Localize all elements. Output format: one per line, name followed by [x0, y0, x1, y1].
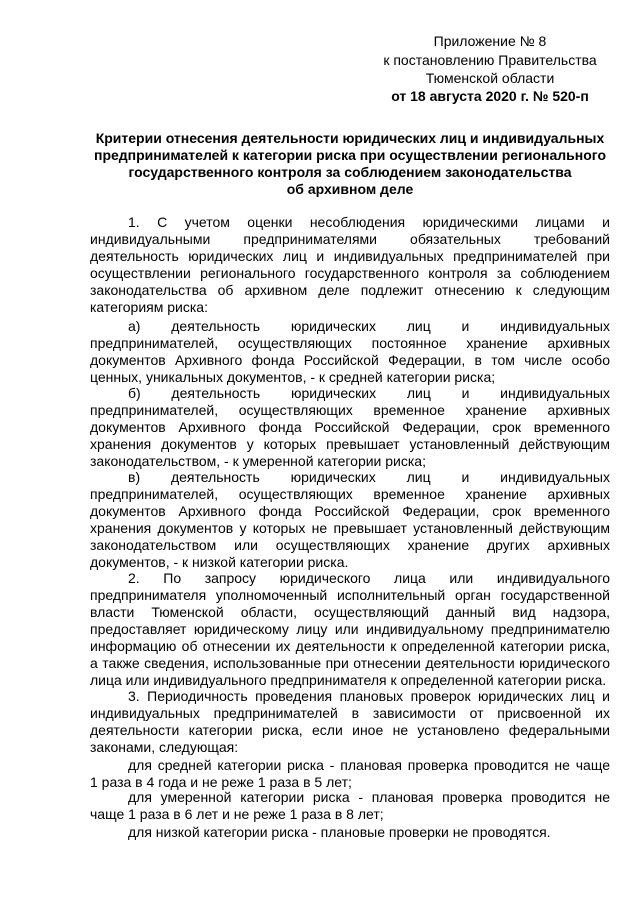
title-line: государственного контроля за соблюдением законодательства: [128, 164, 572, 180]
body-line: законодательством или осуществляющих хранение других архивных: [90, 537, 610, 553]
body-line: категориям риска:: [90, 299, 208, 315]
body-line: а также сведения, использованные при отнесении деятельности юридического: [90, 655, 610, 671]
body-line: 1 раза в 4 года и не реже 1 раза в 5 лет;: [90, 774, 352, 790]
header-line: к постановлению Правительства: [383, 52, 597, 68]
body-line: в) деятельность юридических лиц и индивидуальных: [128, 469, 610, 485]
body-line: предпринимателей, осуществляющих временное хранение архивных: [90, 486, 610, 502]
body-line: предпринимателей, осуществляющих временное хранение архивных: [90, 402, 610, 418]
body-line: законодательства об архивном деле подлежит отнесению к следующим: [90, 282, 610, 298]
body-line: деятельности категории риска, если иное не установлено федеральными: [90, 722, 610, 738]
body-line: б) деятельность юридических лиц и индивидуальных: [128, 385, 610, 401]
header-line: Тюменской области: [425, 70, 555, 86]
body-line: предпринимателей, осуществляющих постоянное хранение архивных: [90, 335, 610, 351]
body-line: предпринимателя уполномоченный исполнительный орган государственной: [90, 587, 610, 603]
body-line: индивидуальных предпринимателей в зависимости от присвоенной их: [90, 705, 610, 721]
body-line: хранения документов у которых превышает установленный действующим: [90, 436, 610, 452]
body-line: хранения документов у которых не превышает установленный действующим: [90, 520, 610, 536]
body-line: документов Архивного фонда Российской Федерации, в том числе особо: [90, 352, 610, 368]
body-line: документов Архивного фонда Российской Федерации, срок временного: [90, 419, 610, 435]
body-line: предоставляет юридическому лицу или индивидуальному предпринимателю: [90, 621, 610, 637]
body-line: информацию об отнесении их деятельности к определенной категории риска,: [90, 638, 610, 654]
body-line: индивидуальными предпринимателями обязательных требований: [90, 231, 610, 247]
body-line: законодательством, - к умеренной категории риска;: [90, 453, 426, 469]
body-line: для средней категории риска - плановая проверка проводится не чаще: [128, 757, 610, 773]
header-line: от 18 августа 2020 г. № 520-п: [391, 88, 589, 104]
body-line: для низкой категории риска - плановые проверки не проводятся.: [128, 824, 551, 840]
body-line: 3. Периодичность проведения плановых проверок юридических лиц и: [128, 688, 610, 704]
body-line: чаще 1 раза в 6 лет и не реже 1 раза в 8 лет;: [90, 806, 384, 822]
title-line: Критерии отнесения деятельности юридических лиц и индивидуальных: [95, 130, 605, 146]
body-line: лица или индивидуального предпринимателя к определенной категории риска.: [90, 672, 607, 688]
body-line: 2. По запросу юридического лица или индивидуального: [128, 570, 610, 586]
body-line: документов, - к низкой категории риска.: [90, 554, 349, 570]
body-line: власти Тюменской области, осуществляющий данный вид надзора,: [90, 604, 610, 620]
body-line: законами, следующая:: [90, 739, 239, 755]
body-line: а) деятельность юридических лиц и индивидуальных: [128, 318, 610, 334]
header-line: Приложение № 8: [433, 33, 547, 49]
body-line: деятельность юридических лиц и индивидуальных предпринимателей при: [90, 248, 610, 264]
body-line: для умеренной категории риска - плановая проверка проводится не: [128, 789, 610, 805]
body-line: ценных, уникальных документов, - к средней категории риска;: [90, 369, 496, 385]
title-line: об архивном деле: [286, 181, 414, 197]
title-line: предпринимателей к категории риска при осуществлении регионального: [93, 147, 606, 163]
body-line: документов Архивного фонда Российской Федерации, срок временного: [90, 503, 610, 519]
body-line: 1. С учетом оценки несоблюдения юридическими лицами и: [128, 214, 610, 230]
body-line: осуществлении регионального государственного контроля за соблюдением: [90, 265, 610, 281]
